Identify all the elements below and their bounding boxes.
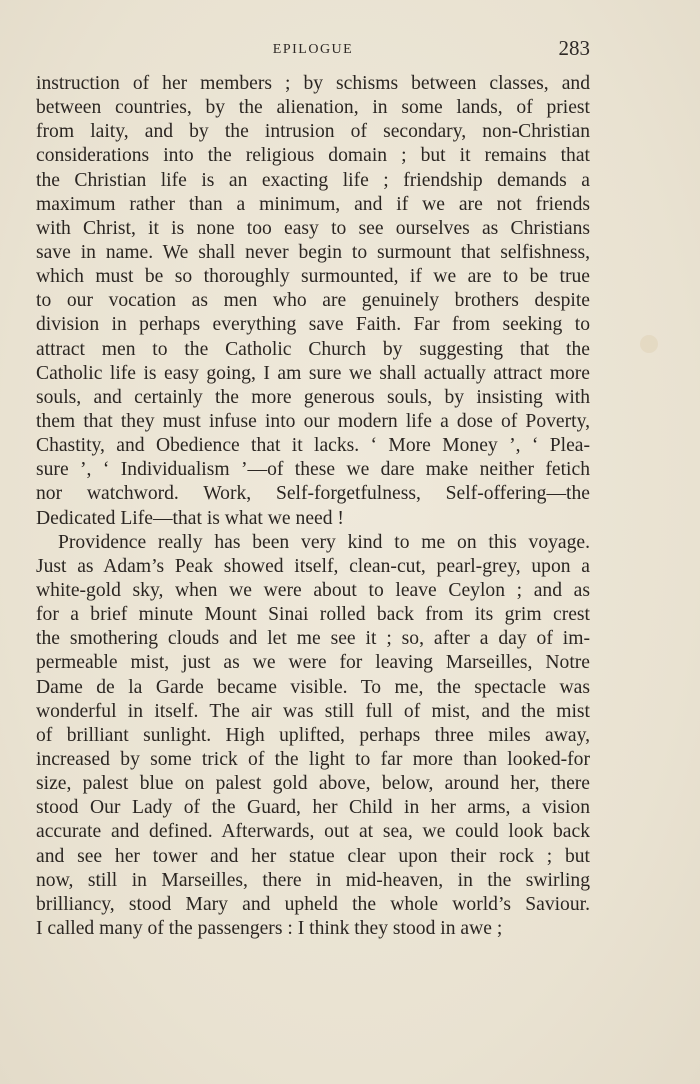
- text-line: of brilliant sunlight. High uplifted, perhaps three miles away,: [36, 724, 590, 746]
- text-line: the Christian life is an exacting life ; friendship demands a: [36, 169, 590, 191]
- text-line: Chastity, and Obedience that it lacks. ‘ More Money ’, ‘ Plea-: [36, 435, 590, 457]
- text-line: the smothering clouds and let me see it ; so, after a day of im-: [36, 628, 590, 650]
- paper-stain: [640, 335, 658, 353]
- paragraph: [36, 531, 590, 941]
- text-line: sure ’, ‘ Individualism ’—of these we dare make neither fetich: [36, 459, 590, 481]
- text-line: considerations into the religious domain ; but it remains that: [36, 145, 590, 167]
- text-line: Dedicated Life—that is what we need !: [36, 507, 344, 529]
- text-line: attract men to the Catholic Church by suggesting that the: [36, 338, 590, 360]
- text-line: size, palest blue on palest gold above, below, around her, there: [36, 773, 590, 795]
- text-line: brilliancy, stood Mary and upheld the whole world’s Saviour.: [36, 893, 590, 915]
- running-title: EPILOGUE: [272, 42, 354, 57]
- text-line: maximum rather than a minimum, and if we are not friends: [36, 193, 590, 215]
- text-line: white-gold sky, when we were about to leave Ceylon ; and as: [36, 579, 590, 601]
- text-line: for a brief minute Mount Sinai rolled back from its grim crest: [36, 604, 590, 626]
- body-text: [36, 72, 590, 941]
- text-line: them that they must infuse into our modern life a dose of Poverty,: [36, 410, 590, 432]
- text-line: increased by some trick of the light to far more than looked-for: [36, 748, 590, 770]
- text-line: Catholic life is easy going, I am sure we shall actually attract more: [36, 362, 590, 384]
- text-line: Dame de la Garde became visible. To me, the spectacle was: [36, 676, 590, 698]
- text-line: Providence really has been very kind to me on this voyage.: [58, 531, 590, 553]
- text-line: accurate and defined. Afterwards, out at sea, we could look back: [36, 821, 590, 843]
- text-line: wonderful in itself. The air was still full of mist, and the mist: [36, 700, 590, 722]
- text-line: I called many of the passengers : I think they stood in awe ;: [36, 917, 503, 939]
- text-line: permeable mist, just as we were for leaving Marseilles, Notre: [36, 652, 590, 674]
- text-line: between countries, by the alienation, in some lands, of priest: [36, 97, 590, 119]
- text-line: and see her tower and her statue clear upon their rock ; but: [36, 845, 590, 867]
- text-line: save in name. We shall never begin to surmount that selfishness,: [36, 241, 590, 263]
- text-line: souls, and certainly the more generous souls, by insisting with: [36, 386, 590, 408]
- page-header: [36, 36, 590, 66]
- text-line: Just as Adam’s Peak showed itself, clean-cut, pearl-grey, upon a: [36, 555, 590, 577]
- text-line: stood Our Lady of the Guard, her Child in her arms, a vision: [36, 797, 590, 819]
- text-line: now, still in Marseilles, there in mid-heaven, in the swirling: [36, 869, 590, 891]
- text-line: from laity, and by the intrusion of secondary, non-Christian: [36, 121, 590, 143]
- text-line: with Christ, it is none too easy to see ourselves as Christians: [36, 217, 590, 239]
- text-line: instruction of her members ; by schisms between classes, and: [36, 73, 590, 94]
- paragraph: [36, 72, 590, 531]
- text-line: nor watchword. Work, Self-forgetfulness, Self-offering—the: [36, 483, 590, 505]
- page-number: 283: [558, 36, 590, 60]
- text-line: division in perhaps everything save Faith. Far from seeking to: [36, 314, 590, 336]
- text-line: which must be so thoroughly surmounted, if we are to be true: [36, 266, 590, 288]
- text-line: to our vocation as men who are genuinely brothers despite: [36, 290, 590, 312]
